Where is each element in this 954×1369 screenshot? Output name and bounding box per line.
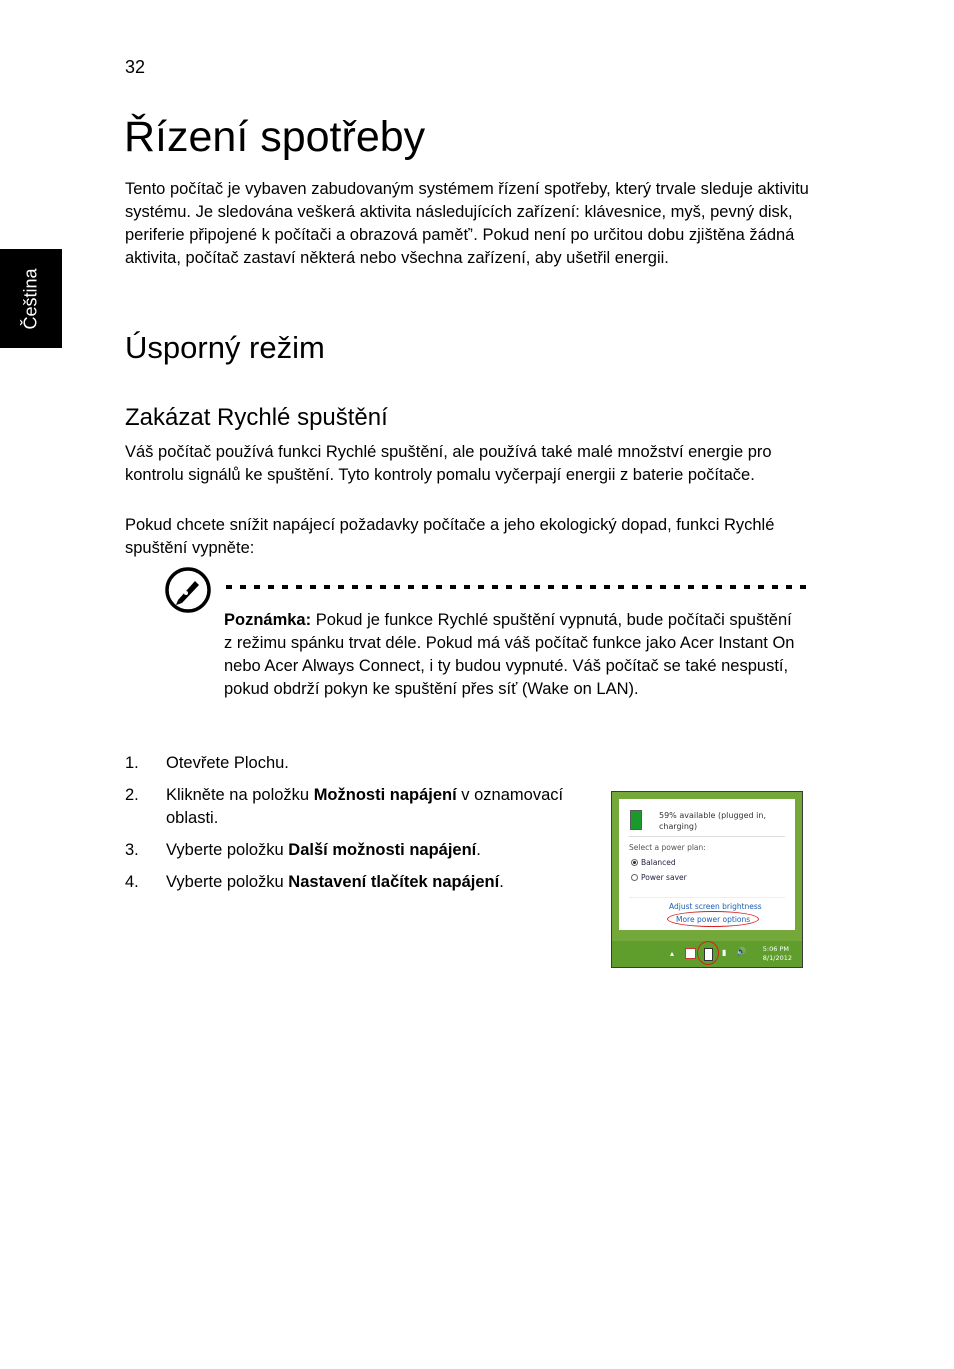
side-tab-label: Čeština: [20, 267, 41, 330]
subsection-heading: Zakázat Rychlé spuštění: [125, 404, 388, 431]
taskbar: [612, 941, 802, 967]
power-options-screenshot: [611, 791, 803, 968]
battery-flyout: [619, 799, 795, 930]
note-pen-icon: [164, 566, 212, 614]
page-number: 32: [125, 57, 146, 77]
disable-instruction-paragraph: Pokud chcete snížit napájecí požadavky počítače a jeho ekologický dopad, funkci Rychlé spuštění vypněte:: [125, 516, 775, 557]
flyout-divider: [629, 836, 785, 837]
radio-icon: [631, 874, 638, 881]
power-plan-label: Select a power plan:: [629, 843, 706, 852]
language-side-tab: [0, 249, 62, 348]
plan-option-balanced[interactable]: Balanced: [631, 858, 676, 867]
battery-icon: [630, 810, 642, 830]
section-heading: Úsporný režim: [125, 330, 325, 365]
plan-option-power-saver[interactable]: Power saver: [631, 873, 687, 882]
page-title: Řízení spotřeby: [124, 113, 426, 161]
battery-status: 59% available (plugged in, charging): [659, 811, 767, 831]
intro-paragraph: Tento počítač je vybaven zabudovaným systémem řízení spotřeby, který trvale sleduje aktivitu systému. Je sledována veškerá aktivita následujících zařízení: klávesnice, myš, pevný disk, periferie připojené k počítači a obrazová paměť’. Pokud není po určitou dobu zjištěna žádná aktivita, počítač zastaví některá nebo všechna zařízení, aby ušetřil energii.: [125, 180, 809, 267]
step-item: 4. Vyberte položku Nastavení tlačítek napájení.: [125, 873, 504, 891]
highlight-oval: [667, 911, 759, 927]
volume-icon[interactable]: 🔊: [736, 947, 746, 956]
action-center-icon[interactable]: [685, 948, 696, 959]
taskbar-clock[interactable]: 5:06 PM 8/1/2012: [762, 945, 792, 962]
step-item: 2. Klikněte na položku Možnosti napájení v oznamovací oblasti.: [125, 786, 564, 827]
flyout-divider: [629, 897, 785, 898]
network-icon[interactable]: ▮: [722, 948, 727, 957]
more-power-options-link[interactable]: More power options: [676, 915, 751, 924]
steps-list: [125, 752, 595, 903]
highlight-circle: [697, 941, 719, 965]
note-body: Pokud je funkce Rychlé spuštění vypnutá, bude počítači spuštění z režimu spánku trvat déle. Pokud má váš počítač funkce jako Acer Instant On nebo Acer Always Connect, i ty budou vypnuté. Váš počítač se také nespustí, pokud obdrží pokyn ke spuštění přes síť (Wake on LAN).: [224, 611, 795, 698]
note-text: [224, 609, 799, 701]
fast-startup-paragraph: Váš počítač používá funkci Rychlé spuštění, ale používá také malé množství energie pro kontrolu signálů ke spuštění. Tyto kontroly pomalu vyčerpají energii z baterie počítače.: [125, 443, 772, 484]
chevron-up-icon[interactable]: ▴: [670, 949, 675, 958]
step-item: 3. Vyberte položku Další možnosti napájení.: [125, 841, 481, 859]
radio-selected-icon: [631, 859, 638, 866]
adjust-brightness-link[interactable]: Adjust screen brightness: [669, 902, 762, 911]
note-label: Poznámka:: [224, 611, 312, 629]
step-item: 1. Otevřete Plochu.: [125, 754, 289, 772]
note-divider: [226, 584, 812, 590]
